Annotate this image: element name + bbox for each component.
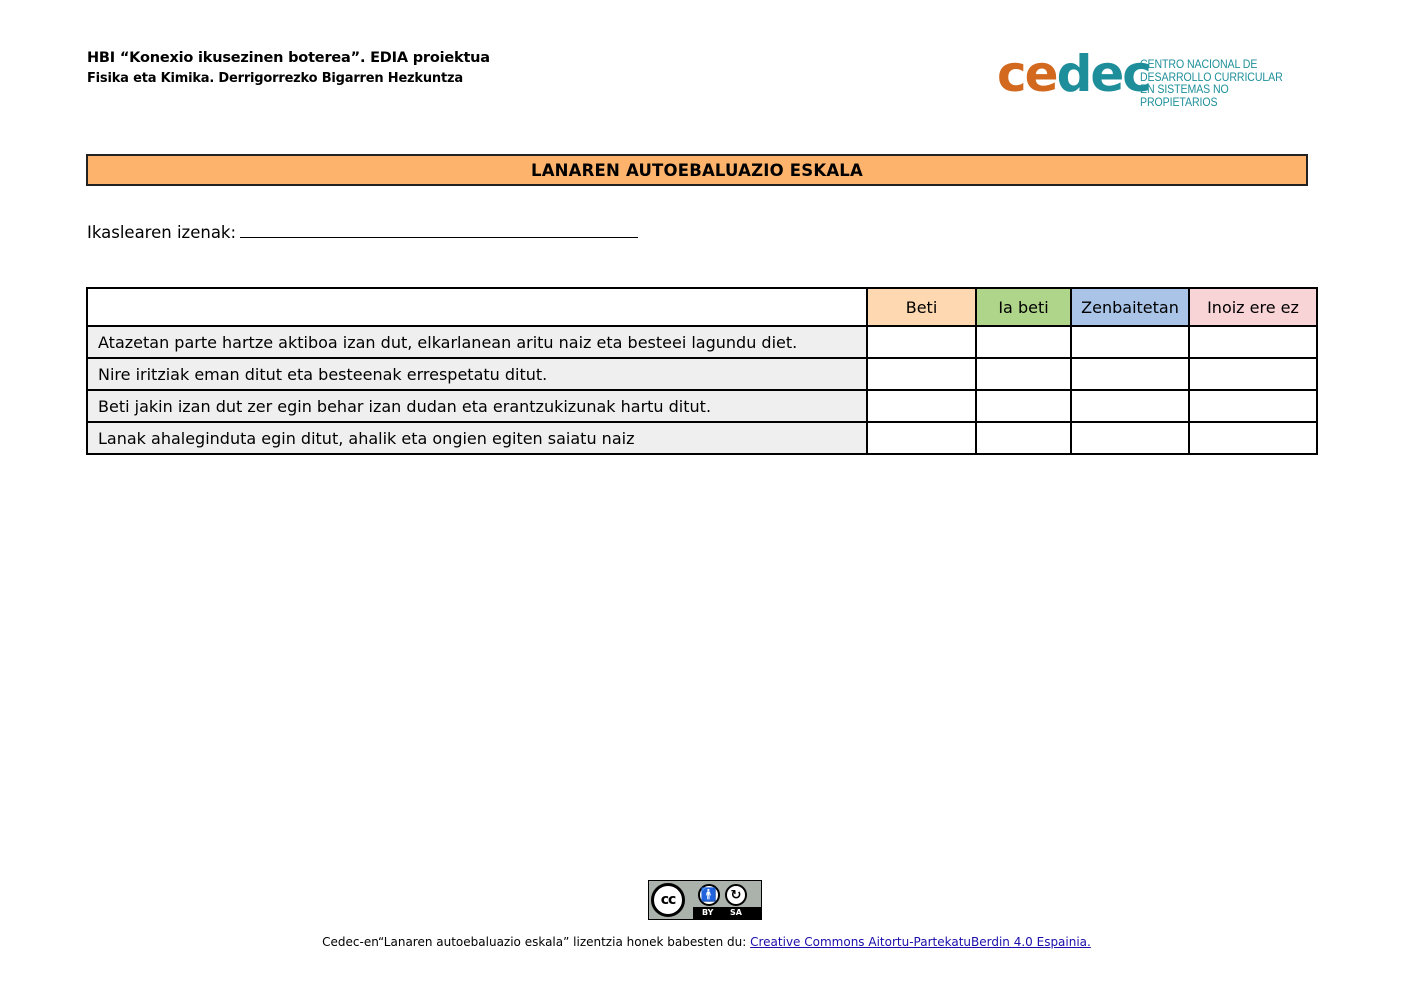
student-name-label: Ikaslearen izenak: — [87, 223, 237, 242]
rating-cell-inoiz-ere-ez[interactable] — [1189, 358, 1317, 390]
cedec-logo — [997, 45, 1307, 109]
cc-by-sa-badge[interactable] — [648, 880, 762, 920]
rating-cell-ia-beti[interactable] — [976, 358, 1071, 390]
license-footer — [0, 935, 1403, 949]
statement-cell: Beti jakin izan dut zer egin behar izan dudan eta erantzukizunak hartu ditut. — [87, 390, 867, 422]
logo-wordmark — [997, 44, 1150, 104]
table-row — [87, 358, 1317, 390]
person-icon: 🚹 — [698, 884, 720, 906]
table-header-row — [87, 288, 1317, 326]
license-text: Cedec-en“Lanaren autoebaluazio eskala” lizentzia honek babesten du: — [322, 935, 751, 949]
badge-sa-label: SA — [730, 908, 742, 917]
rating-cell-zenbaitetan[interactable] — [1071, 422, 1189, 454]
rating-cell-beti[interactable] — [867, 358, 976, 390]
self-assessment-table — [86, 287, 1318, 455]
rating-cell-beti[interactable] — [867, 422, 976, 454]
rating-cell-ia-beti[interactable] — [976, 422, 1071, 454]
statement-cell: Nire iritziak eman ditut eta besteenak errespetatu ditut. — [87, 358, 867, 390]
table-row — [87, 326, 1317, 358]
page-title: LANAREN AUTOEBALUAZIO ESKALA — [86, 154, 1308, 186]
logo-word-teal: dec — [1056, 45, 1150, 103]
student-name-field — [87, 221, 638, 242]
header-subtitle: Fisika eta Kimika. Derrigorrezko Bigarren Hezkuntza — [87, 71, 463, 86]
badge-by-label: BY — [702, 908, 714, 917]
rating-cell-beti[interactable] — [867, 326, 976, 358]
share-alike-icon: ↻ — [725, 884, 747, 906]
logo-tagline-3: EN SISTEMAS NO PROPIETARIOS — [1140, 84, 1229, 109]
rating-cell-zenbaitetan[interactable] — [1071, 326, 1189, 358]
rating-cell-ia-beti[interactable] — [976, 390, 1071, 422]
header-title: HBI “Konexio ikusezinen boterea”. EDIA proiektua — [87, 50, 490, 66]
rating-cell-beti[interactable] — [867, 390, 976, 422]
column-header-inoiz-ere-ez: Inoiz ere ez — [1189, 288, 1317, 326]
logo-word-orange: ce — [997, 45, 1057, 103]
logo-tagline-1: CENTRO NACIONAL DE — [1140, 59, 1258, 71]
statement-cell: Lanak ahaleginduta egin ditut, ahalik eta ongien egiten saiatu naiz — [87, 422, 867, 454]
rating-cell-inoiz-ere-ez[interactable] — [1189, 326, 1317, 358]
logo-tagline-2: DESARROLLO CURRICULAR — [1140, 71, 1283, 84]
column-header-zenbaitetan: Zenbaitetan — [1071, 288, 1189, 326]
license-link[interactable]: Creative Commons Aitortu-PartekatuBerdin 4.0 Espainia. — [750, 935, 1091, 949]
rating-cell-inoiz-ere-ez[interactable] — [1189, 390, 1317, 422]
column-header-ia-beti: Ia beti — [976, 288, 1071, 326]
column-header-beti: Beti — [867, 288, 976, 326]
student-name-input-line[interactable] — [240, 221, 638, 238]
statement-cell: Atazetan parte hartze aktiboa izan dut, elkarlanean aritu naiz eta besteei lagundu diet. — [87, 326, 867, 358]
header-blank-cell — [87, 288, 867, 326]
table-row — [87, 422, 1317, 454]
rating-cell-ia-beti[interactable] — [976, 326, 1071, 358]
table-row — [87, 390, 1317, 422]
rating-cell-zenbaitetan[interactable] — [1071, 390, 1189, 422]
logo-tagline — [1140, 59, 1294, 109]
cc-icon: cc — [651, 883, 685, 917]
rating-cell-zenbaitetan[interactable] — [1071, 358, 1189, 390]
rating-cell-inoiz-ere-ez[interactable] — [1189, 422, 1317, 454]
